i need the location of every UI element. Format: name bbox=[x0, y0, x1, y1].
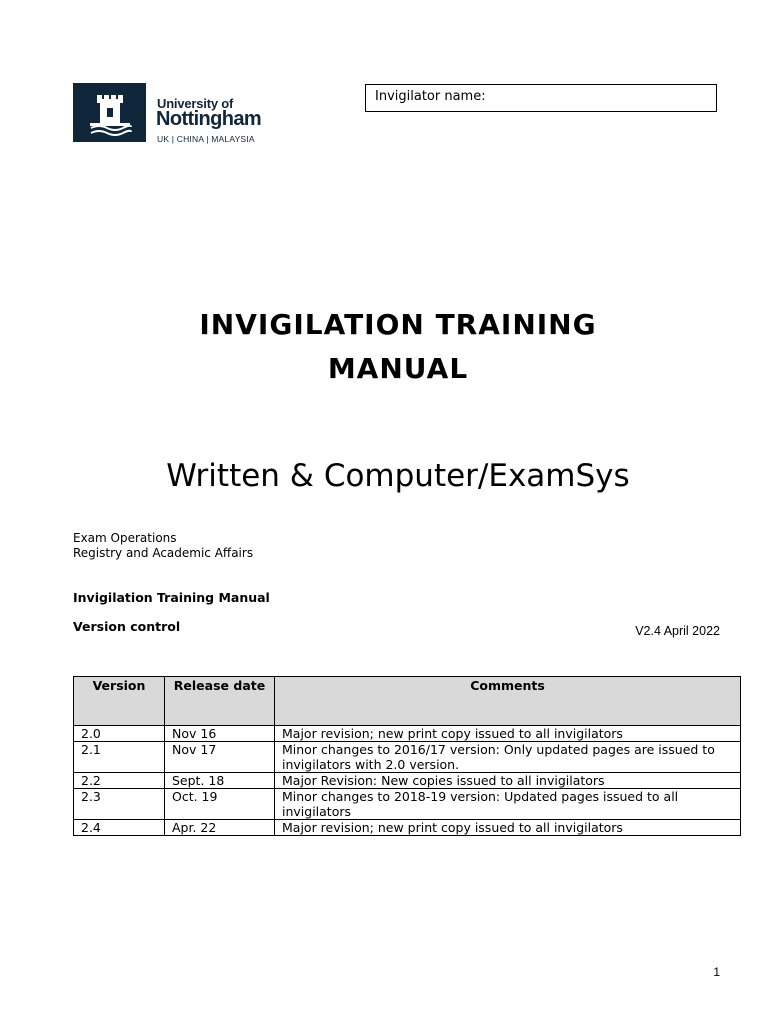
castle-icon bbox=[73, 83, 146, 142]
document-subtitle: Written & Computer/ExamSys bbox=[166, 458, 630, 494]
cell-comments: Major Revision: New copies issued to all invigilators bbox=[275, 773, 741, 789]
version-history-table bbox=[73, 676, 741, 836]
header-version: Version bbox=[74, 677, 165, 726]
invigilator-name-field[interactable] bbox=[365, 84, 717, 112]
header-release-date: Release date bbox=[165, 677, 275, 726]
logo-text-university-of: University of bbox=[157, 96, 234, 111]
logo-text-nottingham: Nottingham bbox=[156, 108, 262, 130]
table-row bbox=[74, 773, 741, 789]
document-title-line1: INVIGILATION TRAINING bbox=[199, 308, 597, 341]
table-row bbox=[74, 742, 741, 773]
department-line2: Registry and Academic Affairs bbox=[73, 546, 254, 560]
current-version: V2.4 April 2022 bbox=[635, 624, 720, 638]
cell-version: 2.3 bbox=[74, 789, 165, 820]
page-number: 1 bbox=[713, 965, 720, 979]
department-line1: Exam Operations bbox=[73, 531, 177, 545]
cell-comments: Major revision; new print copy issued to all invigilators bbox=[275, 726, 741, 742]
cell-release-date: Oct. 19 bbox=[165, 789, 275, 820]
cell-comments: Minor changes to 2018-19 version: Updated pages issued to all invigilators bbox=[275, 789, 741, 820]
cell-version: 2.4 bbox=[74, 820, 165, 836]
document-title bbox=[0, 303, 768, 391]
header-comments: Comments bbox=[275, 677, 741, 726]
cell-version: 2.2 bbox=[74, 773, 165, 789]
cell-release-date: Apr. 22 bbox=[165, 820, 275, 836]
cell-comments: Minor changes to 2016/17 version: Only updated pages are issued to invigilators with 2.0 version. bbox=[275, 742, 741, 773]
cell-version: 2.0 bbox=[74, 726, 165, 742]
cell-version: 2.1 bbox=[74, 742, 165, 773]
invigilator-name-label: Invigilator name: bbox=[375, 89, 486, 104]
table-header-row bbox=[74, 677, 741, 726]
cell-release-date: Sept. 18 bbox=[165, 773, 275, 789]
version-control-heading: Version control bbox=[73, 619, 181, 634]
cell-comments: Major revision; new print copy issued to all invigilators bbox=[275, 820, 741, 836]
document-title-line2: MANUAL bbox=[327, 352, 469, 385]
cell-release-date: Nov 16 bbox=[165, 726, 275, 742]
table-row bbox=[74, 726, 741, 742]
department-block bbox=[73, 531, 253, 561]
cell-release-date: Nov 17 bbox=[165, 742, 275, 773]
logo-text-campuses: UK | CHINA | MALAYSIA bbox=[157, 134, 255, 144]
manual-label: Invigilation Training Manual bbox=[73, 590, 270, 605]
table-row bbox=[74, 789, 741, 820]
table-row bbox=[74, 820, 741, 836]
university-logo-mark bbox=[73, 83, 146, 142]
